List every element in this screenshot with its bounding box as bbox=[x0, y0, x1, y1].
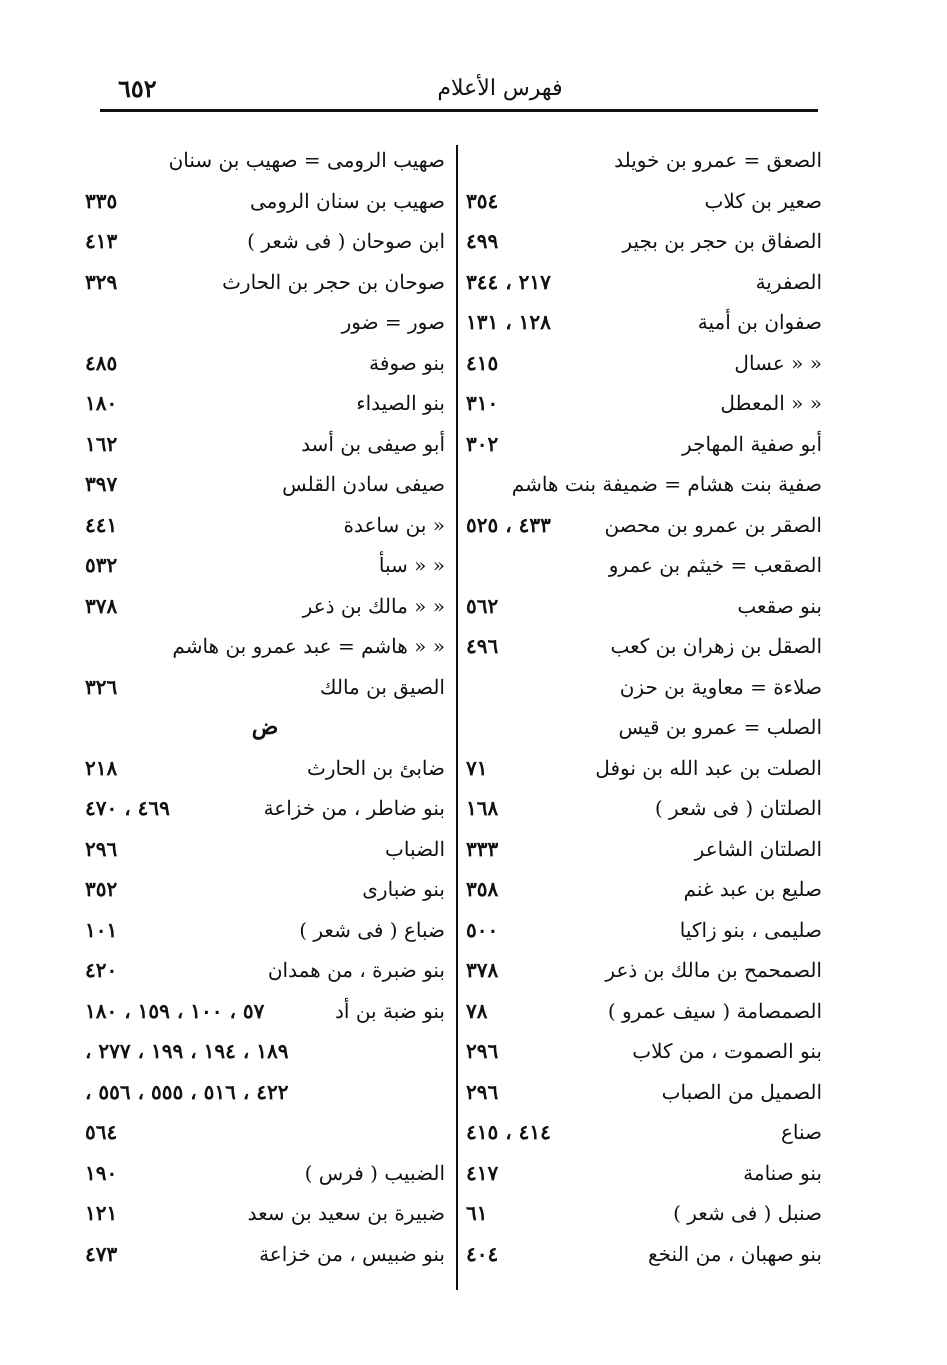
index-entry bbox=[85, 343, 445, 384]
entry-pages: ٤٣٣ ، ٥٢٥ bbox=[466, 512, 551, 537]
entry-pages: ٢١٧ ، ٣٤٤ bbox=[466, 269, 551, 294]
entry-pages: ٧٨ bbox=[466, 998, 488, 1023]
entry-name: « « سبأ bbox=[378, 553, 445, 577]
entry-pages: ١٢٨ ، ١٣١ bbox=[466, 310, 551, 334]
entry-pages: ٤١٧ bbox=[466, 1160, 499, 1185]
index-entry bbox=[462, 1193, 822, 1234]
entry-pages: ٣٥٢ bbox=[85, 877, 118, 901]
entry-pages: ٤٨٥ bbox=[85, 350, 118, 375]
entry-pages: ٣٠٢ bbox=[466, 431, 499, 456]
entry-pages: ٢٩٦ bbox=[466, 1039, 499, 1063]
entry-pages: ١٠١ bbox=[85, 917, 118, 942]
section-letter: ض bbox=[251, 714, 279, 740]
entry-pages: ٣٣٥ bbox=[85, 188, 118, 213]
entry-name: « « مالك بن ذعر bbox=[302, 593, 445, 618]
entry-name: الصقر بن عمرو بن محصن bbox=[604, 512, 822, 537]
entry-pages: ٤٩٩ bbox=[466, 229, 499, 253]
entry-name: ابن صوحان ( فى شعر ) bbox=[247, 229, 445, 253]
entry-name: الصمصامة ( سيف عمرو ) bbox=[607, 998, 822, 1023]
entry-name: ضباع ( فى شعر ) bbox=[299, 917, 445, 942]
entry-name: أبو صفية المهاجر bbox=[682, 431, 822, 456]
entry-name: بنو صوفة bbox=[369, 350, 445, 375]
entry-name: صلاءة = معاوية بن حزن bbox=[619, 674, 822, 699]
entry-name: بنو ضاطر ، من خزاعة bbox=[263, 796, 445, 820]
entry-name: الصمحمح بن مالك بن ذعر bbox=[605, 958, 822, 982]
entry-pages: ٣٩٧ bbox=[85, 472, 118, 496]
entry-name: صناع bbox=[780, 1120, 822, 1144]
entry-name: صور = ضور bbox=[341, 310, 445, 334]
entry-name: صفوان بن أمية bbox=[697, 310, 822, 334]
index-entry bbox=[462, 829, 822, 870]
entry-name: الصلتان الشاعر bbox=[694, 836, 822, 861]
entry-pages: ٥٦٢ bbox=[466, 593, 499, 618]
page-number: ٦٥٢ bbox=[118, 74, 157, 103]
entry-name: صفية بنت هشام = ضميفة بنت هاشم bbox=[511, 472, 822, 496]
index-entry bbox=[462, 1072, 822, 1113]
entry-name: أبو صيفى بن أسد bbox=[301, 431, 445, 456]
index-entry bbox=[85, 221, 445, 262]
entry-pages: ٤١٤ ، ٤١٥ bbox=[466, 1120, 551, 1144]
entry-pages: ١٨٩ ، ١٩٤ ، ١٩٩ ، ٢٧٧ ، bbox=[85, 1039, 289, 1063]
index-entry bbox=[462, 950, 822, 991]
page-header bbox=[100, 68, 818, 108]
entry-name: بنو صهبان ، من النخع bbox=[647, 1241, 822, 1266]
index-entry bbox=[462, 424, 822, 465]
index-entry bbox=[85, 181, 445, 222]
entry-name: الصميل من الصباب bbox=[661, 1079, 822, 1104]
left-column bbox=[85, 140, 445, 1290]
index-entry bbox=[85, 262, 445, 303]
entry-name: « « عسال bbox=[734, 350, 822, 375]
entry-name: بنو ضبيس ، من خزاعة bbox=[259, 1241, 445, 1266]
entry-name: صوحان بن حجر بن الحارث bbox=[222, 269, 445, 294]
index-entry bbox=[85, 140, 445, 181]
entry-name: الصلب = عمرو بن قيس bbox=[618, 715, 822, 739]
index-entry bbox=[85, 302, 445, 343]
index-entry bbox=[462, 1153, 822, 1194]
index-entry bbox=[462, 910, 822, 951]
index-entry bbox=[85, 829, 445, 870]
index-entry bbox=[462, 748, 822, 789]
index-entry bbox=[462, 707, 822, 748]
index-entry bbox=[85, 1153, 445, 1194]
entry-name: بنو ضبة بن أد bbox=[335, 998, 445, 1023]
entry-name: صهيب الرومى = صهيب بن سنان bbox=[168, 148, 445, 172]
index-entry bbox=[462, 667, 822, 708]
index-entry bbox=[85, 707, 445, 748]
index-entry bbox=[85, 424, 445, 465]
entry-name: صليع بن عبد غنم bbox=[683, 877, 822, 901]
entry-name: الصفاق بن حجر بن بجير bbox=[622, 229, 822, 253]
entry-name: الصقل بن زهران بن كعب bbox=[610, 634, 822, 658]
entry-pages: ٣٧٨ bbox=[85, 593, 118, 618]
index-entry bbox=[85, 869, 445, 910]
entry-name: صيفى سادن القلس bbox=[282, 472, 445, 496]
entry-pages: ٤٩٦ bbox=[466, 634, 499, 658]
index-entry bbox=[462, 221, 822, 262]
index-entry bbox=[462, 1234, 822, 1275]
entry-pages: ٤٢٢ ، ٥١٦ ، ٥٥٥ ، ٥٥٦ ، bbox=[85, 1079, 289, 1104]
entry-pages: ٥٣٢ bbox=[85, 553, 118, 577]
entry-name: بنو صقعب bbox=[737, 593, 822, 618]
entry-pages: ٥٦٤ bbox=[85, 1120, 118, 1144]
entry-name: صنبل ( فى شعر ) bbox=[673, 1201, 822, 1225]
index-entry bbox=[462, 383, 822, 424]
index-entry bbox=[85, 667, 445, 708]
entry-name: الصلت بن عبد الله بن نوفل bbox=[595, 755, 822, 780]
index-entry bbox=[85, 1193, 445, 1234]
entry-pages: ٥٧ ، ١٠٠ ، ١٥٩ ، ١٨٠ bbox=[85, 998, 265, 1023]
entry-pages: ٤١٣ bbox=[85, 229, 118, 253]
entry-name: ضابئ بن الحارث bbox=[307, 755, 445, 780]
index-entry bbox=[462, 181, 822, 222]
entry-name: صليمى ، بنو زاكيا bbox=[679, 917, 822, 942]
entry-name: الضبيب ( فرس ) bbox=[304, 1160, 445, 1185]
entry-pages: ٤٠٤ bbox=[466, 1241, 499, 1266]
index-entry bbox=[85, 1112, 445, 1153]
entry-pages: ١٢١ bbox=[85, 1201, 118, 1225]
index-entry bbox=[462, 140, 822, 181]
entry-name: بنو الصيداء bbox=[356, 391, 445, 415]
index-entry bbox=[462, 343, 822, 384]
entry-name: صهيب بن سنان الرومى bbox=[249, 188, 445, 213]
index-entry bbox=[462, 626, 822, 667]
entry-name: « بن ساعدة bbox=[343, 512, 445, 537]
column-divider bbox=[456, 145, 458, 1290]
entry-name: الصفرية bbox=[755, 269, 822, 294]
entry-pages: ٣٥٤ bbox=[466, 188, 499, 213]
entry-name: الصيق بن مالك bbox=[320, 674, 445, 699]
entry-pages: ١٦٨ bbox=[466, 796, 499, 820]
entry-pages: ٢٩٦ bbox=[85, 836, 118, 861]
index-entry bbox=[85, 586, 445, 627]
index-entry bbox=[462, 545, 822, 586]
entry-name: بنو صنامة bbox=[743, 1160, 822, 1185]
entry-pages: ٣٢٦ bbox=[85, 674, 118, 699]
index-entry bbox=[85, 950, 445, 991]
entry-pages: ٧١ bbox=[466, 755, 488, 780]
entry-pages: ٤٤١ bbox=[85, 512, 118, 537]
index-entry bbox=[462, 991, 822, 1032]
index-entry bbox=[85, 464, 445, 505]
index-entry bbox=[462, 1031, 822, 1072]
index-entry bbox=[85, 1031, 445, 1072]
entry-pages: ٤١٥ bbox=[466, 350, 499, 375]
index-entry bbox=[85, 1072, 445, 1113]
entry-pages: ٣٣٣ bbox=[466, 836, 499, 861]
index-entry bbox=[85, 383, 445, 424]
entry-pages: ٢٩٦ bbox=[466, 1079, 499, 1104]
index-entry bbox=[85, 545, 445, 586]
entry-name: بنو ضبرة ، من همدان bbox=[267, 958, 445, 982]
index-entry bbox=[462, 262, 822, 303]
index-entry bbox=[462, 505, 822, 546]
entry-pages: ١٩٠ bbox=[85, 1160, 118, 1185]
entry-pages: ٣٥٨ bbox=[466, 877, 499, 901]
entry-name: الضباب bbox=[385, 836, 445, 861]
entry-pages: ٣٢٩ bbox=[85, 269, 118, 294]
entry-pages: ١٦٢ bbox=[85, 431, 118, 456]
header-rule bbox=[100, 109, 818, 112]
entry-pages: ٤٦٩ ، ٤٧٠ bbox=[85, 796, 170, 820]
running-title: فهرس الأعلام bbox=[437, 76, 563, 101]
entry-pages: ٣٧٨ bbox=[466, 958, 499, 982]
index-entry bbox=[85, 1234, 445, 1275]
entry-name: ضبيرة بن سعيد بن سعد bbox=[247, 1201, 445, 1225]
index-entry bbox=[462, 586, 822, 627]
index-entry bbox=[462, 1112, 822, 1153]
index-entry bbox=[85, 748, 445, 789]
index-entry bbox=[85, 991, 445, 1032]
index-entry bbox=[462, 464, 822, 505]
entry-name: « « المعطل bbox=[720, 391, 822, 415]
index-entry bbox=[462, 869, 822, 910]
index-entry bbox=[85, 626, 445, 667]
index-entry bbox=[462, 302, 822, 343]
entry-name: الصقعب = خيثم بن عمرو bbox=[608, 553, 822, 577]
entry-pages: ٢١٨ bbox=[85, 755, 118, 780]
entry-name: بنو ضبارى bbox=[362, 877, 445, 901]
entry-name: الصعق = عمرو بن خويلد bbox=[614, 148, 822, 172]
index-entry bbox=[85, 505, 445, 546]
index-entry bbox=[85, 910, 445, 951]
index-entry bbox=[85, 788, 445, 829]
right-column bbox=[462, 140, 822, 1290]
entry-pages: ٦١ bbox=[466, 1201, 488, 1225]
entry-pages: ١٨٠ bbox=[85, 391, 118, 415]
entry-pages: ٤٢٠ bbox=[85, 958, 118, 982]
entry-pages: ٥٠٠ bbox=[466, 917, 499, 942]
entry-pages: ٤٧٣ bbox=[85, 1241, 118, 1266]
entry-name: « « هاشم = عبد عمرو بن هاشم bbox=[172, 634, 445, 658]
entry-name: بنو الصموت ، من كلاب bbox=[632, 1039, 822, 1063]
entry-name: صعير بن كلاب bbox=[704, 188, 822, 213]
entry-name: الصلتان ( فى شعر ) bbox=[654, 796, 822, 820]
entry-pages: ٣١٠ bbox=[466, 391, 499, 415]
index-entry bbox=[462, 788, 822, 829]
